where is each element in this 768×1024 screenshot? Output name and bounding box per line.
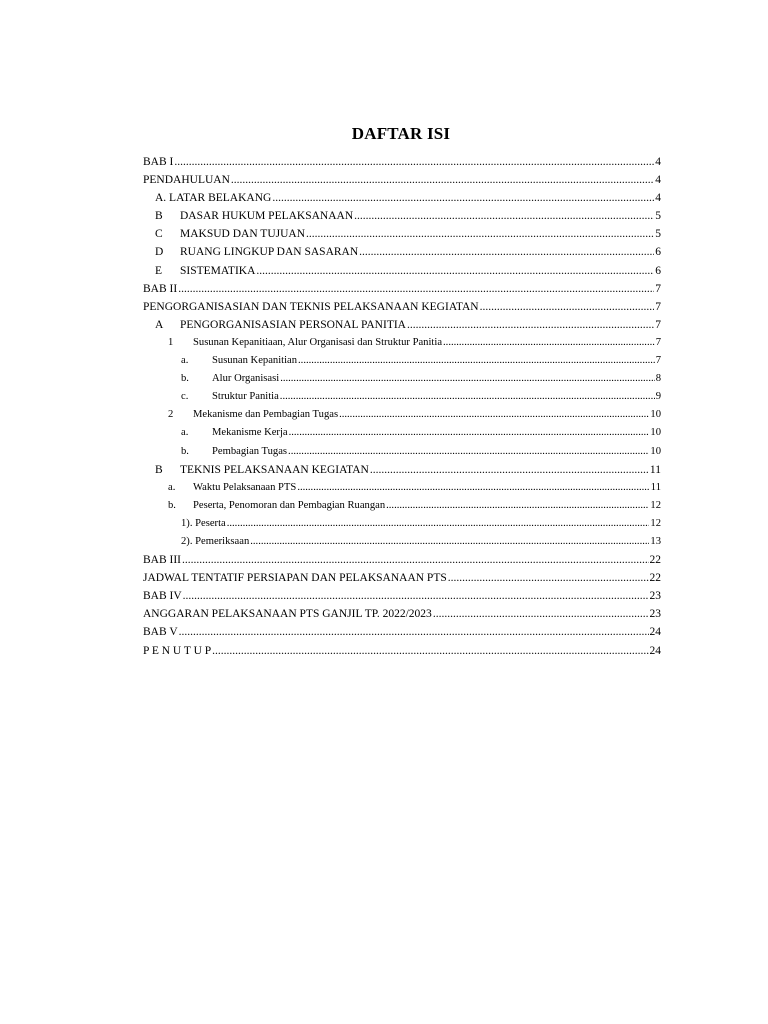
toc-entry-label: 1). Peserta — [181, 517, 226, 529]
dot-leader — [298, 355, 655, 366]
toc-entry-page: 6 — [655, 264, 661, 277]
dot-leader — [231, 174, 654, 186]
dot-leader — [354, 210, 654, 222]
toc-entry-label: Susunan Kepanitiaan, Alur Organisasi dan Struktur Panitia — [193, 336, 443, 348]
toc-entry-label: P E N U T U P — [143, 644, 212, 657]
toc-entry-page: 4 — [655, 156, 661, 168]
toc-entry-marker: D — [155, 246, 164, 259]
toc-entry[interactable] — [143, 337, 661, 355]
toc-entry-page: 10 — [650, 427, 661, 439]
toc-entry-page: 11 — [649, 463, 661, 476]
dot-leader — [182, 554, 648, 566]
toc-entry[interactable] — [143, 626, 661, 644]
toc-entry[interactable] — [143, 464, 661, 482]
dot-leader — [289, 427, 650, 438]
dot-leader — [297, 482, 649, 493]
toc-entry-marker: C — [155, 228, 163, 241]
toc-entry[interactable] — [143, 391, 661, 409]
dot-leader — [386, 500, 649, 511]
dot-leader — [250, 536, 649, 547]
toc-entry-label: SISTEMATIKA — [180, 264, 256, 277]
dot-leader — [280, 391, 655, 402]
toc-entry-label: 2). Pemeriksaan — [181, 535, 250, 547]
toc-entry-page: 11 — [650, 481, 661, 493]
toc-entry-label: DASAR HUKUM PELAKSANAAN — [180, 210, 354, 223]
toc-entry-marker: b. — [168, 499, 176, 511]
toc-entry-marker: 1 — [168, 336, 174, 348]
toc-entry-marker: c. — [181, 391, 189, 403]
toc-entry-page: 13 — [650, 535, 661, 547]
dot-leader — [256, 265, 654, 277]
toc-entry-label: Mekanisme dan Pembagian Tugas — [193, 409, 339, 421]
toc-entry-label: BAB IV — [143, 590, 182, 603]
toc-entry[interactable] — [143, 482, 661, 500]
dot-leader — [306, 228, 654, 240]
toc-entry-page: 22 — [649, 572, 661, 585]
toc-entry[interactable] — [143, 373, 661, 391]
dot-leader — [480, 301, 655, 313]
toc-entry-label: A. LATAR BELAKANG — [155, 192, 272, 205]
toc-entry-label: Pembagian Tugas — [212, 445, 288, 457]
dot-leader — [407, 319, 654, 331]
toc-entry[interactable] — [143, 500, 661, 518]
toc-entry-page: 7 — [655, 318, 661, 331]
toc-entry[interactable] — [143, 246, 661, 264]
toc-entry[interactable] — [143, 554, 661, 572]
toc-entry-marker: B — [155, 463, 163, 476]
toc-entry-label: BAB III — [143, 554, 182, 567]
dot-leader — [272, 192, 654, 204]
toc-entry-label: PENDAHULUAN — [143, 174, 230, 187]
toc-entry[interactable] — [143, 174, 661, 192]
toc-entry[interactable] — [143, 590, 661, 608]
dot-leader — [359, 246, 654, 258]
toc-entry-page: 24 — [649, 644, 661, 657]
dot-leader — [212, 645, 648, 657]
dot-leader — [179, 626, 649, 638]
toc-entry[interactable] — [143, 645, 661, 663]
toc-entry-label: Susunan Kepanitian — [212, 355, 298, 367]
page-title: DAFTAR ISI — [351, 124, 451, 143]
toc-entry-marker: B — [155, 210, 163, 223]
dot-leader — [178, 283, 654, 295]
dot-leader — [183, 590, 649, 602]
toc-entry-label: PENGORGANISASIAN DAN TEKNIS PELAKSANAAN KEGIATAN — [143, 300, 479, 313]
toc-entry-page: 24 — [649, 626, 661, 639]
toc-entry[interactable] — [143, 608, 661, 626]
toc-entry-page: 23 — [649, 590, 661, 603]
toc-entry[interactable] — [143, 427, 661, 445]
toc-entry-label: Peserta, Penomoran dan Pembagian Ruangan — [193, 499, 386, 511]
toc-entry[interactable] — [143, 192, 661, 210]
toc-entry[interactable] — [143, 319, 661, 337]
dot-leader — [227, 518, 650, 529]
toc-entry-label: ANGGARAN PELAKSANAAN PTS GANJIL TP. 2022/2023 — [143, 608, 432, 621]
toc-entry[interactable] — [143, 446, 661, 464]
toc-entry[interactable] — [143, 572, 661, 590]
toc-entry-page: 4 — [655, 192, 661, 205]
toc-entry[interactable] — [143, 409, 661, 427]
table-of-contents — [143, 156, 661, 663]
toc-entry-page: 7 — [655, 336, 661, 348]
toc-entry[interactable] — [143, 210, 661, 228]
toc-entry-page: 9 — [655, 391, 661, 403]
toc-entry-label: RUANG LINGKUP DAN SASARAN — [180, 246, 359, 259]
dot-leader — [433, 608, 649, 620]
toc-entry-marker: b. — [181, 373, 189, 385]
toc-entry[interactable] — [143, 301, 661, 319]
toc-entry[interactable] — [143, 536, 661, 554]
toc-entry-label: Alur Organisasi — [212, 373, 280, 385]
toc-entry[interactable] — [143, 283, 661, 301]
toc-entry-label: MAKSUD DAN TUJUAN — [180, 228, 306, 241]
toc-entry-marker: a. — [181, 427, 189, 439]
toc-entry[interactable] — [143, 156, 661, 174]
toc-entry-page: 23 — [649, 608, 661, 621]
toc-entry[interactable] — [143, 355, 661, 373]
toc-entry-page: 7 — [655, 300, 661, 313]
toc-entry-page: 10 — [650, 445, 661, 457]
toc-entry-label: BAB II — [143, 282, 178, 295]
toc-entry-label: Struktur Panitia — [212, 391, 279, 403]
toc-entry-page: 5 — [655, 210, 661, 223]
toc-entry-marker: E — [155, 264, 163, 277]
toc-entry-page: 10 — [650, 409, 661, 421]
toc-entry[interactable] — [143, 265, 661, 283]
dot-leader — [339, 409, 649, 420]
toc-entry-page: 5 — [655, 228, 661, 241]
toc-entry-page: 22 — [649, 554, 661, 567]
toc-entry-label: TEKNIS PELAKSANAAN KEGIATAN — [180, 463, 369, 476]
toc-entry-page: 7 — [655, 355, 661, 367]
dot-leader — [443, 337, 655, 348]
toc-entry-marker: b. — [181, 445, 189, 457]
toc-entry-label: Waktu Pelaksanaan PTS — [193, 481, 297, 493]
dot-leader — [288, 446, 649, 457]
toc-entry-page: 12 — [650, 499, 661, 511]
toc-entry-page: 8 — [655, 373, 661, 385]
toc-entry-marker: a. — [168, 481, 176, 493]
toc-entry-page: 12 — [650, 517, 661, 529]
dot-leader — [174, 156, 654, 168]
toc-entry-page: 4 — [655, 174, 661, 187]
toc-entry[interactable] — [143, 518, 661, 536]
toc-entry-page: 6 — [655, 246, 661, 259]
toc-entry-label: Mekanisme Kerja — [212, 427, 288, 439]
toc-entry-label: PENGORGANISASIAN PERSONAL PANITIA — [180, 318, 406, 331]
dot-leader — [448, 572, 649, 584]
toc-entry[interactable] — [143, 228, 661, 246]
toc-entry-label: JADWAL TENTATIF PERSIAPAN DAN PELAKSANAAN PTS — [143, 572, 447, 585]
toc-entry-label: BAB I — [143, 156, 174, 168]
toc-entry-label: BAB V — [143, 626, 178, 639]
toc-entry-marker: A — [155, 318, 164, 331]
toc-entry-marker: a. — [181, 355, 189, 367]
toc-entry-marker: 2 — [168, 409, 174, 421]
dot-leader — [370, 464, 649, 476]
toc-entry-page: 7 — [655, 282, 661, 295]
dot-leader — [280, 373, 655, 384]
